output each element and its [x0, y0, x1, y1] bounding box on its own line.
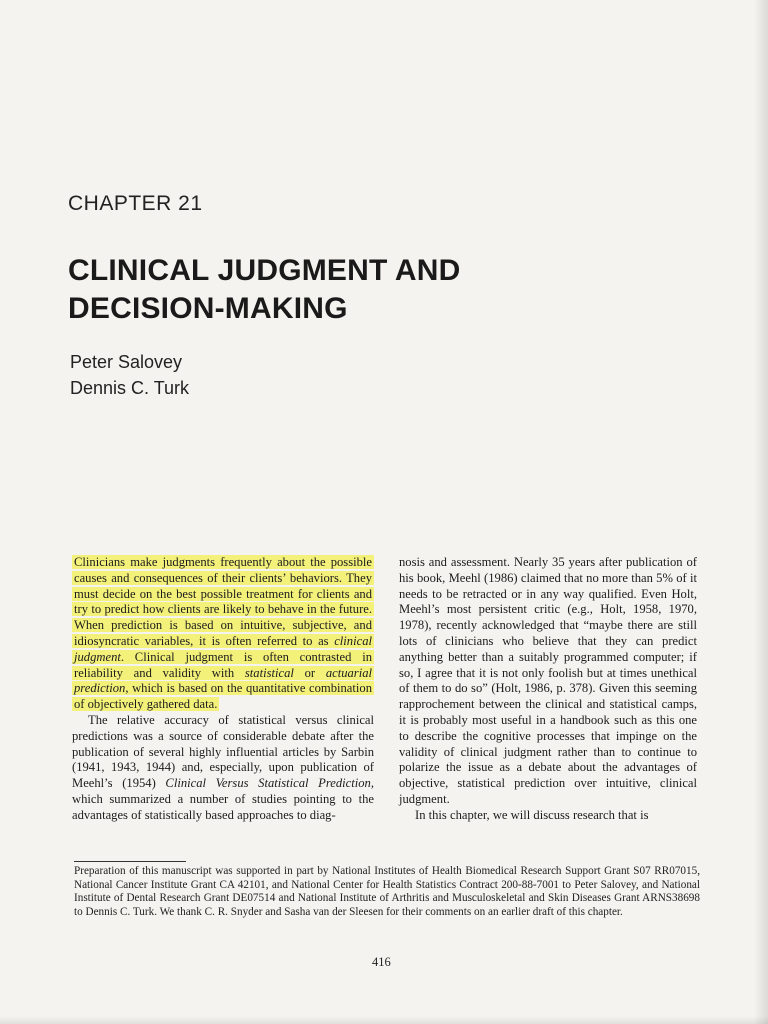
right-column: [399, 555, 697, 824]
chapter-title: [68, 252, 628, 328]
page-bottom-edge: [0, 1016, 768, 1024]
highlighted-passage: [72, 555, 374, 711]
page-number: 416: [372, 955, 391, 969]
chapter-title-line-1: CLINICAL JUDGMENT AND: [68, 254, 461, 287]
footnote-text: Preparation of this manuscript was supported in part by National Institutes of Health Biomedical Research Support Grant S07 RR07015, National Cancer Institute Grant CA 42101, and National Center for Health Statistics Contract 200-88-7001 to Peter Salovey, and National Institute of Dental Research Grant DE07514 and National Institute of Arthritis and Musculoskeletal and Skin Diseases Grant ARNS38698 to Dennis C. Turk. We thank C. R. Snyder and Sasha van der Sleesen for their comments on an earlier draft of this chapter.: [74, 865, 700, 918]
body-text: , which summarized a number of studies pointing to the advantages of statistically based approaches to diag-: [72, 776, 375, 822]
body-text: The relative accuracy of statistical versus clinical predictions was a source of considerable debate after the publication of several highly influential articles by Sarbin (1941, 1943, 1944) and, especially, upon publication of Meehl’s (1954): [72, 712, 374, 791]
footnote-divider: [74, 861, 186, 862]
author-name: Peter Salovey: [70, 352, 183, 372]
author-name: Dennis C. Turk: [70, 378, 190, 398]
body-paragraph: In this chapter, we will discuss research that is: [415, 807, 649, 822]
body-text: , which is based on the quantitative combination of objectively gathered data.: [74, 681, 372, 712]
footnote: [74, 865, 700, 919]
body-paragraph: nosis and assessment. Nearly 35 years after publication of his book, Meehl (1986) claimed that no more than 5% of it needs to be retracted or in any way qualified. Even Holt, Meehl’s most persistent critic (e.g., Holt, 1958, 1970, 1978), recently acknowledged that “maybe there are still lots of clinicians who believe that they can predict anything better than a suitably programmed computer; if so, I agree that it is not only foolish but at times unethical of them to do so” (Holt, 1986, p. 378). Given this seeming rapprochement between the clinical and statistical camps, it is probably most useful in a handbook such as this one to describe the cognitive processes that impinge on the validity of clinical judgment rather than to continue to polarize the issue as a debate about the advantages of objective, statistical prediction over intuitive, clinical judgment.: [399, 555, 697, 806]
abstract-paragraph: [72, 555, 374, 713]
author-list: [70, 349, 189, 401]
italic-term: clinical judgment: [74, 633, 372, 664]
italic-term: statistical: [244, 665, 294, 680]
chapter-label: CHAPTER 21: [68, 192, 203, 215]
italic-term: actuarial prediction: [74, 665, 372, 696]
chapter-title-line-2: DECISION-MAKING: [68, 292, 348, 325]
page-edge-shadow: [754, 0, 768, 1024]
body-text: or: [293, 665, 326, 680]
left-column: [72, 555, 374, 824]
body-text: Clinicians make judgments frequently about the possible causes and consequences of their clients’ behaviors. They must decide on the best possible treatment for clients and try to predict how clients are likely to behave in the future. When prediction is based on intuitive, subjective, and idiosyncratic variables, it is often referred to as: [74, 555, 372, 648]
body-text: . Clinical judgment is often contrasted in reliability and validity with: [74, 649, 372, 680]
book-title: Clinical Versus Statistical Prediction: [165, 776, 371, 791]
body-paragraph: [72, 713, 374, 824]
